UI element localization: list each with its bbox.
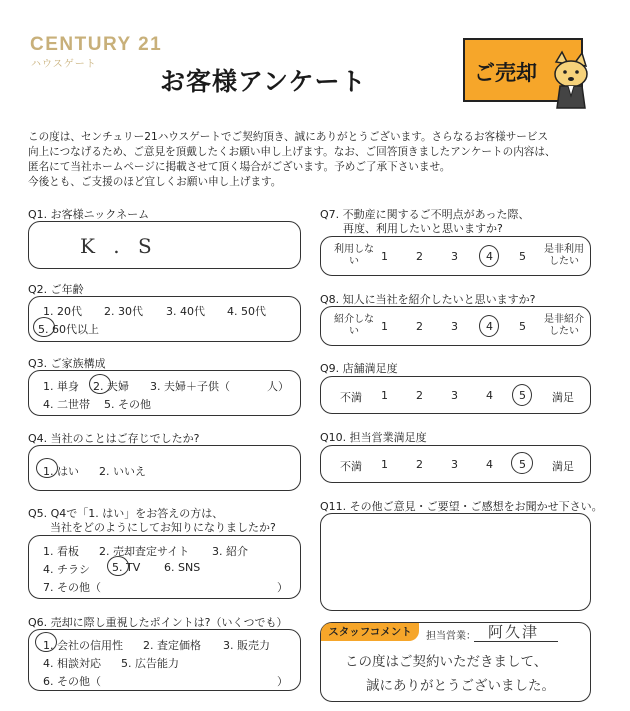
q2-option-3[interactable]: 3. 40代 [166, 305, 205, 318]
q2-option-4[interactable]: 4. 50代 [227, 305, 266, 318]
q8-left-label: 紹介しない [334, 314, 374, 337]
q10-scale-2[interactable]: 2 [416, 458, 423, 471]
q7-label-line1: Q7. 不動産に関するご不明点があった際、 [320, 208, 530, 221]
q5-option-2[interactable]: 2. 売却査定サイト [99, 545, 190, 558]
q3-option-3[interactable]: 3. 夫婦＋子供（ [150, 380, 230, 393]
page-title: お客様アンケート [160, 67, 367, 96]
q5-selection-circle [107, 556, 129, 576]
q8-right-label: 是非紹介したい [544, 314, 584, 337]
q8-scale-4[interactable]: 4 [486, 320, 493, 333]
staff-rep-name: 阿久津 [488, 623, 540, 641]
q9-label: Q9. 店舗満足度 [320, 362, 398, 375]
q5-option-1[interactable]: 1. 看板 [43, 545, 79, 558]
q7-scale-4[interactable]: 4 [486, 250, 493, 263]
q4-label: Q4. 当社のことはご存じでしたか? [28, 432, 200, 445]
q2-option-5[interactable]: 5. 60代以上 [38, 323, 99, 336]
q5-option-5[interactable]: 5. TV [112, 561, 141, 574]
q4-option-2[interactable]: 2. いいえ [99, 465, 146, 478]
q6-selection-circle [35, 632, 57, 652]
q5-option-7-end: ） [277, 581, 288, 594]
q10-left-label: 不満 [340, 460, 362, 473]
q9-scale-4[interactable]: 4 [486, 389, 493, 402]
q3-option-1[interactable]: 1. 単身 [43, 380, 79, 393]
q9-scale-2[interactable]: 2 [416, 389, 423, 402]
q9-scale-1[interactable]: 1 [381, 389, 388, 402]
q3-option-2[interactable]: 2. 夫婦 [93, 380, 129, 393]
staff-rep-label: 担当営業： [426, 631, 476, 642]
intro-line: 向上につなげるため、ご意見を頂戴したくお願い申し上げます。なお、ご回答頂きましたアンケートの内容は、 [28, 146, 556, 158]
q2-option-2[interactable]: 2. 30代 [104, 305, 143, 318]
q10-right-label: 満足 [552, 460, 574, 473]
q6-label: Q6. 売却に際し重視したポイントは?（いくつでも） [28, 616, 288, 629]
staff-comment-line2: 誠にありがとうございました。 [366, 678, 555, 694]
q2-selection-circle [33, 317, 55, 337]
q8-scale-2[interactable]: 2 [416, 320, 423, 333]
q1-answer: K . S [80, 234, 158, 258]
q10-scale-5[interactable]: 5 [519, 458, 526, 471]
q3-label: Q3. ご家族構成 [28, 357, 106, 370]
q5-label-line1: Q5. Q4で「1. はい」をお答えの方は、 [28, 507, 224, 520]
q6-option-6[interactable]: 6. その他（ [43, 675, 101, 688]
q5-option-4[interactable]: 4. チラシ [43, 563, 90, 576]
q7-label-line2: 再度、利用したいと思いますか? [343, 222, 503, 235]
q10-scale-3[interactable]: 3 [451, 458, 458, 471]
q3-option-4[interactable]: 4. 二世帯 [43, 398, 90, 411]
q10-selection-circle [511, 452, 533, 474]
q6-option-2[interactable]: 2. 査定価格 [143, 639, 201, 652]
q9-left-label: 不満 [340, 391, 362, 404]
q7-scale-5[interactable]: 5 [519, 250, 526, 263]
brand-logo: CENTURY 21 [30, 34, 163, 55]
sale-badge-label: ご売却 [474, 61, 537, 85]
q6-option-3[interactable]: 3. 販売力 [223, 639, 270, 652]
q9-right-label: 満足 [552, 391, 574, 404]
q10-scale-4[interactable]: 4 [486, 458, 493, 471]
q4-option-1[interactable]: 1. はい [43, 465, 79, 478]
q8-scale-5[interactable]: 5 [519, 320, 526, 333]
q2-label: Q2. ご年齢 [28, 283, 84, 296]
brand-logo-sub: ハウスゲート [31, 59, 97, 70]
q3-option-5[interactable]: 5. その他 [104, 398, 151, 411]
q8-label: Q8. 知人に当社を紹介したいと思いますか? [320, 293, 536, 306]
intro-line: 今後とも、ご支援のほど宜しくお願い申し上げます。 [28, 176, 282, 188]
intro-text [28, 130, 608, 190]
q9-scale-3[interactable]: 3 [451, 389, 458, 402]
q10-label: Q10. 担当営業満足度 [320, 431, 427, 444]
q3-selection-circle [89, 374, 111, 394]
q11-answer-box[interactable] [320, 513, 591, 611]
q2-option-1[interactable]: 1. 20代 [43, 305, 82, 318]
q1-label: Q1. お客様ニックネーム [28, 208, 150, 221]
q10-scale-1[interactable]: 1 [381, 458, 388, 471]
q6-option-6-end: ） [277, 675, 288, 688]
q5-option-6[interactable]: 6. SNS [164, 561, 201, 574]
staff-comment-line1: この度はご契約いただきまして、 [345, 654, 548, 670]
q7-scale-1[interactable]: 1 [381, 250, 388, 263]
q7-selection-circle [479, 245, 499, 267]
staff-rep-underline [474, 641, 558, 642]
q8-selection-circle [479, 315, 499, 337]
q4-selection-circle [36, 458, 58, 478]
q11-label: Q11. その他ご意見・ご要望・ご感想をお聞かせ下さい。 [320, 500, 603, 513]
q5-option-3[interactable]: 3. 紹介 [212, 545, 248, 558]
q8-scale-1[interactable]: 1 [381, 320, 388, 333]
q7-scale-3[interactable]: 3 [451, 250, 458, 263]
q7-right-label: 是非利用したい [544, 244, 584, 267]
q6-option-4[interactable]: 4. 相談対応 [43, 657, 101, 670]
q9-scale-5[interactable]: 5 [519, 389, 526, 402]
q3-option-3-end: 人） [267, 380, 289, 393]
intro-line: この度は、センチュリー21ハウスゲートでご契約頂き、誠にありがとうございます。さらなるお客様サービス [28, 131, 549, 143]
q8-scale-3[interactable]: 3 [451, 320, 458, 333]
intro-line: 匿名にて当社ホームページに掲載させて頂く場合がございます。予めご了承下さいませ。 [28, 161, 451, 173]
q6-option-1[interactable]: 1. 会社の信用性 [43, 639, 123, 652]
q7-scale-2[interactable]: 2 [416, 250, 423, 263]
q5-label-line2: 当社をどのようにしてお知りになりましたか? [50, 521, 276, 534]
q6-option-5[interactable]: 5. 広告能力 [121, 657, 179, 670]
q5-option-7[interactable]: 7. その他（ [43, 581, 101, 594]
mascot-dog-icon [548, 50, 594, 110]
staff-comment-heading: スタッフコメント [321, 623, 419, 641]
q7-left-label: 利用しない [334, 244, 374, 267]
q9-selection-circle [512, 384, 532, 406]
q1-answer-box[interactable] [28, 221, 301, 269]
